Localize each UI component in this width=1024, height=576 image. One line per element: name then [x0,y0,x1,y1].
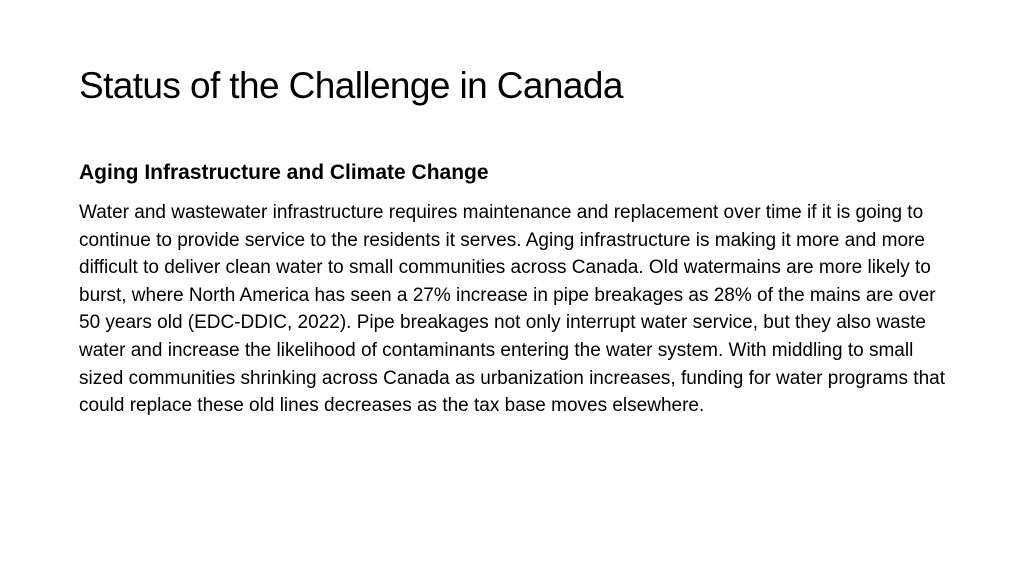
body-paragraph: Water and wastewater infrastructure requires maintenance and replacement over time if it is going to continue to provide service to the residents it serves. Aging infrastructure is making it more and more difficult to deliver clean water to small communities across Canada. Old watermains are more likely to burst, where North America has seen a 27% increase in pipe breakages as 28% of the mains are over 50 years old (EDC-DDIC, 2022). Pipe breakages not only interrupt water service, but they also waste water and increase the likelihood of contaminants entering the water system. With middling to small sized communities shrinking across Canada as urbanization increases, funding for water programs that could replace these old lines decreases as the tax base moves elsewhere. [79,202,945,417]
section-heading: Aging Infrastructure and Climate Change [79,161,489,184]
slide-title: Status of the Challenge in Canada [79,65,623,106]
